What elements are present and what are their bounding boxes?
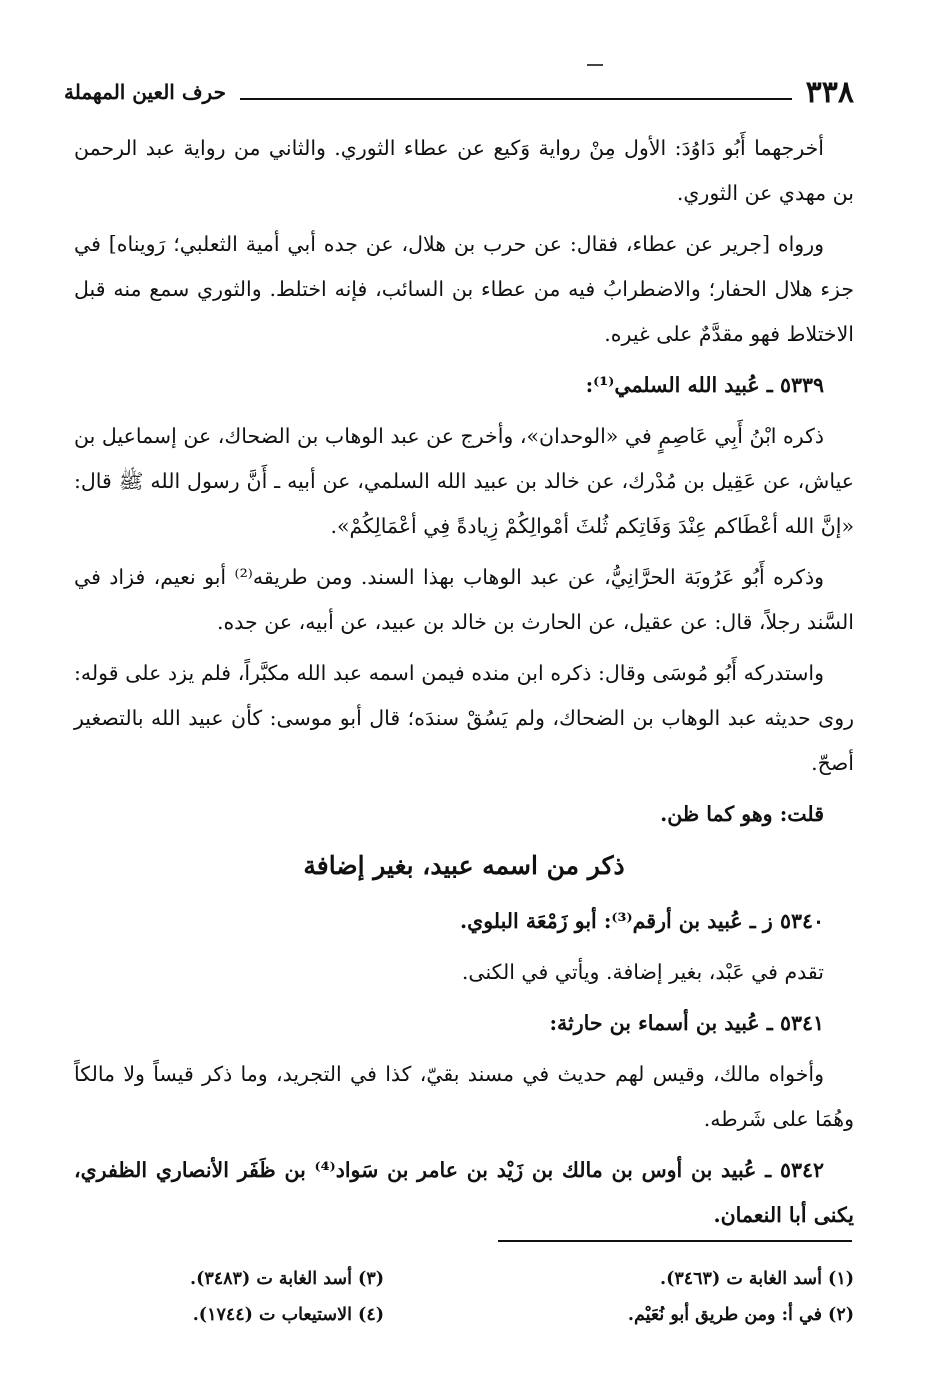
entry-heading-5342: ٥٣٤٢ ـ عُبيد بن أوس بن مالك بن زَيْد بن عامر بن سَواد⁽⁴⁾ بن ظَفَر الأنصاري الظفري، يكنى أبا النعمان.: [74, 1158, 854, 1227]
author-note: قلت: وهو كما ظن.: [660, 802, 824, 826]
paragraph: وذكره أَبُو عَرُوبَة الحرَّانِيُّ، عن عبد الوهاب بهذا السند. ومن طريقه⁽²⁾ أبو نعيم، فزاد في السَّند رجلاً، قال: عن عقيل، عن الحارث بن خالد بن عبيد، عن أبيه، عن جده.: [74, 565, 854, 634]
paragraph: وأخواه مالك، وقيس لهم حديث في مسند بقيّ، كذا في التجريد، وما ذكر قيساً ولا مالكاً وهُمَا على شَرطه.: [74, 1062, 854, 1131]
paragraph: ذكره ابْنُ أَبِي عَاصِمٍ في «الوحدان»، وأخرج عن عبد الوهاب بن الضحاك، عن إسماعيل بن عياش، عن عَقِيل بن مُدْرك، عن خالد بن عبيد الله السلمي، عن أبيه ـ أَنَّ رسول الله ﷺ قال: «إنَّ الله أعْطَاكم عِنْدَ وَفَاتِكم ثُلثَ أمْوالِكُمْ زِيادةً فِي أعْمَالِكُمْ».: [74, 424, 854, 538]
paragraph: واستدركه أَبُو مُوسَى وقال: ذكره ابن منده فيمن اسمه عبد الله مكبَّراً، فلم يزد على قوله: روى حديثه عبد الوهاب بن الضحاك، ولم يَسُقْ سندَه؛ قال أبو موسى: كأن عبيد الله بالتصغير أصحّ.: [74, 661, 854, 775]
paragraph: ورواه [جرير عن عطاء، فقال: عن حرب بن هلال، عن جده أبي أمية الثعلبي؛ رَويناه] في جزء هلال الحفار؛ والاضطرابُ فيه من عطاء بن السائب، فإنه اختلط. والثوري سمع منه قبل الاختلاط فهو مقدَّمٌ على غيره.: [74, 232, 854, 346]
entry-heading-5339: ٥٣٣٩ ـ عُبيد الله السلمي⁽¹⁾:: [585, 373, 824, 397]
page-header: [64, 64, 854, 108]
footnote: (٣) أسد الغابة ت (٣٤٨٣).: [189, 1269, 384, 1289]
footnote: (٢) في أ: ومن طريق أبو نُعَيْم.: [627, 1305, 854, 1325]
paragraph: تقدم في عَبْد، بغير إضافة. ويأتي في الكنى.: [461, 960, 824, 984]
header-rule: [240, 98, 792, 100]
page-number: ٣٣٨: [805, 75, 854, 110]
section-heading: ذكر من اسمه عبيد، بغير إضافة: [303, 851, 625, 880]
paragraph: أخرجهما أَبُو دَاوُدَ: الأول مِنْ رواية وَكيع عن عطاء الثوري. والثاني من رواية عبد الرحمن بن مهدي عن الثوري.: [74, 136, 854, 205]
footnotes: [90, 1262, 854, 1342]
footnote: (٤) الاستيعاب ت (١٧٤٤).: [192, 1305, 384, 1325]
running-title: حرف العين المهملة: [64, 80, 226, 104]
footnote-rule: [498, 1240, 852, 1242]
body-text: [74, 126, 854, 1244]
footnote: (١) أسد الغابة ت (٣٤٦٣).: [659, 1269, 854, 1289]
entry-heading-5341: ٥٣٤١ ـ عُبيد بن أسماء بن حارثة:: [549, 1011, 824, 1035]
entry-heading-5340: ٥٣٤٠ ز ـ عُبيد بن أرقم⁽³⁾: أبو زَمْعَة البلوي.: [460, 909, 824, 933]
